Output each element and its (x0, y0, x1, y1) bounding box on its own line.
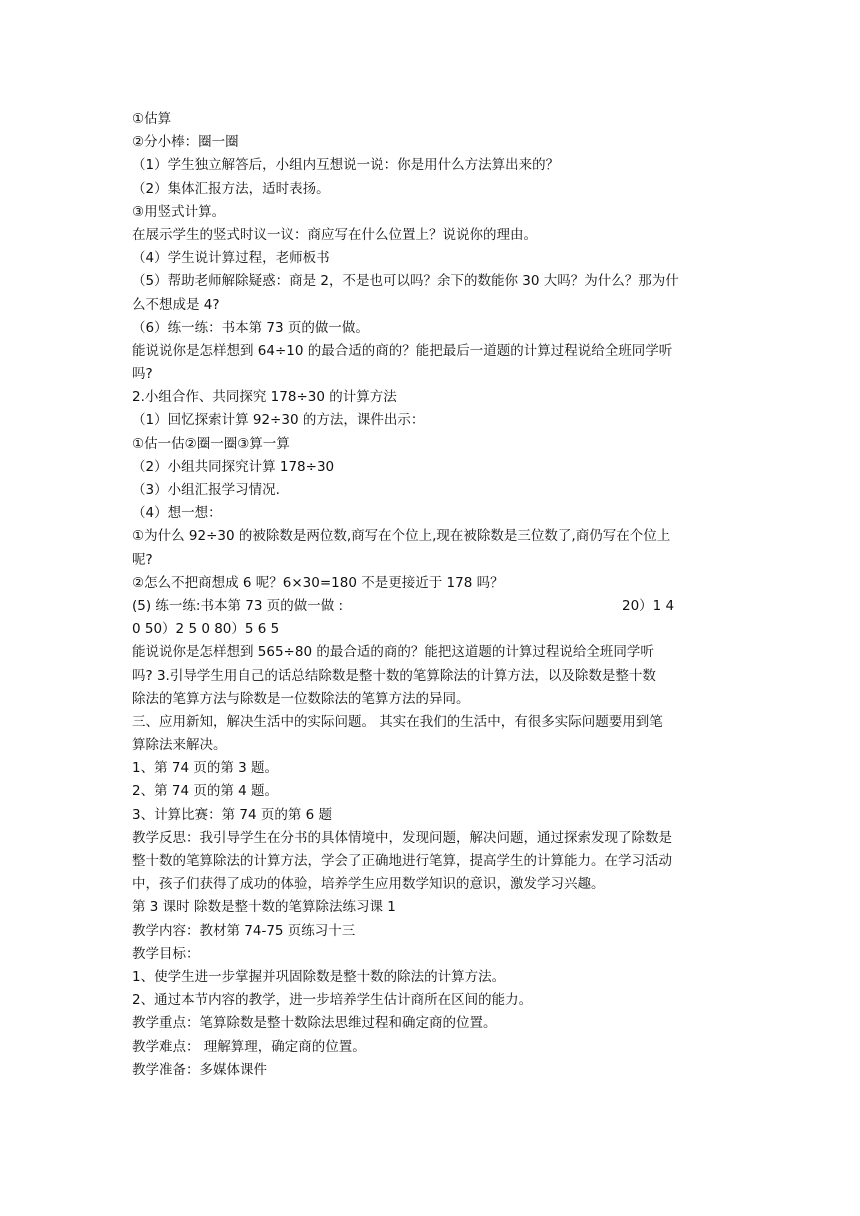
text-line: （4）学生说计算过程，老师板书 (132, 250, 330, 267)
text-line: （1）回忆探索计算 92÷30 的方法，课件出示： (132, 412, 425, 429)
text-line: 除法的笔算方法与除数是一位数除法的笔算方法的异同。 (132, 690, 470, 707)
text-line: （3）小组汇报学习情况. (132, 482, 280, 498)
text-line: 算除法来解决。 (132, 737, 227, 754)
text-line: ①估算 (132, 111, 172, 127)
text-line: 1、第 74 页的第 3 题。 (132, 760, 279, 777)
text-line: 中，孩子们获得了成功的体验，培养学生应用数学知识的意识，激发学习兴趣。 (132, 876, 605, 893)
text-line: 整十数的笔算除法的计算方法，学会了正确地进行笔算，提高学生的计算能力。在学习活动 (132, 853, 672, 869)
text-line: 能说说你是怎样想到 64÷10 的最合适的商的？能把最后一道题的计算过程说给全班同学听 (132, 342, 673, 359)
text-line: 教学反思：我引导学生在分书的具体情境中，发现问题，解决问题，通过探索发现了除数是 (132, 829, 672, 846)
text-line: 教学重点：笔算除数是整十数除法思维过程和确定商的位置。 (132, 1015, 497, 1032)
text-line: 1、使学生进一步掌握并巩固除数是整十数的除法的计算方法。 (132, 968, 506, 985)
text-line: （2）小组共同探究计算 178÷30 (132, 458, 335, 475)
text-line: 三、应用新知，解决生活中的实际问题。 其实在我们的生活中，有很多实际问题要用到笔 (132, 713, 663, 730)
text-line: 教学准备：多媒体课件 (132, 1061, 267, 1078)
text-line: 在展示学生的竖式时议一议：商应写在什么位置上？说说你的理由。 (132, 226, 537, 243)
text-line: 教学难点： 理解算理，确定商的位置。 (132, 1038, 366, 1055)
text-line: ①估一估②圈一圈③算一算 (132, 435, 290, 452)
text-line: 教学目标： (132, 945, 200, 962)
division-problem: 20）1 4 (622, 597, 675, 614)
text-line: ②分小棒：圈一圈 (132, 134, 239, 151)
text-line: ③用竖式计算。 (132, 203, 226, 220)
text-line: （1）学生独立解答后，小组内互想说一说：你是用什么方法算出来的？ (132, 157, 560, 174)
text-line: 能说说你是怎样想到 565÷80 的最合适的商的？能把这道题的计算过程说给全班同学听 (132, 644, 654, 661)
text-line: 么不想成是 4? (132, 296, 220, 313)
text-line: （2）集体汇报方法，适时表扬。 (132, 180, 330, 197)
text-line: 呢? (132, 551, 153, 568)
text-line: 教学内容：教材第 74-75 页练习十三 (132, 922, 356, 939)
document-body (132, 108, 732, 1082)
text-line: 2、通过本节内容的教学，进一步培养学生估计商所在区间的能力。 (132, 992, 533, 1009)
exercise-line (132, 595, 732, 618)
text-line: 3、计算比赛：第 74 页的第 6 题 (132, 806, 333, 823)
text-line: 2.小组合作、共同探究 178÷30 的计算方法 (132, 389, 397, 406)
text-line: 吗? 3.引导学生用自己的话总结除数是整十数的笔算除法的计算方法，以及除数是整十数 (132, 667, 656, 684)
text-line: （4）想一想： (132, 505, 222, 522)
text-line: 吗? (132, 366, 153, 383)
lesson-heading: 第 3 课时 除数是整十数的笔算除法练习课 1 (132, 899, 396, 916)
text-line: ②怎么不把商想成 6 呢？6×30=180 不是更接近于 178 吗？ (132, 574, 504, 591)
exercise-label: (5) 练一练:书本第 73 页的做一做 : (132, 597, 344, 614)
text-line: ①为什么 92÷30 的被除数是两位数,商写在个位上,现在被除数是三位数了,商仍写在个位上 (132, 528, 671, 545)
text-line: （6）练一练：书本第 73 页的做一做。 (132, 319, 369, 336)
text-line: 2、第 74 页的第 4 题。 (132, 783, 279, 800)
text-line: 0 50）2 5 0 80）5 6 5 (132, 621, 280, 638)
text-line: （5）帮助老师解除疑惑：商是 2，不是也可以吗？余下的数能你 30 大吗？为什么？那为什 (132, 273, 679, 290)
